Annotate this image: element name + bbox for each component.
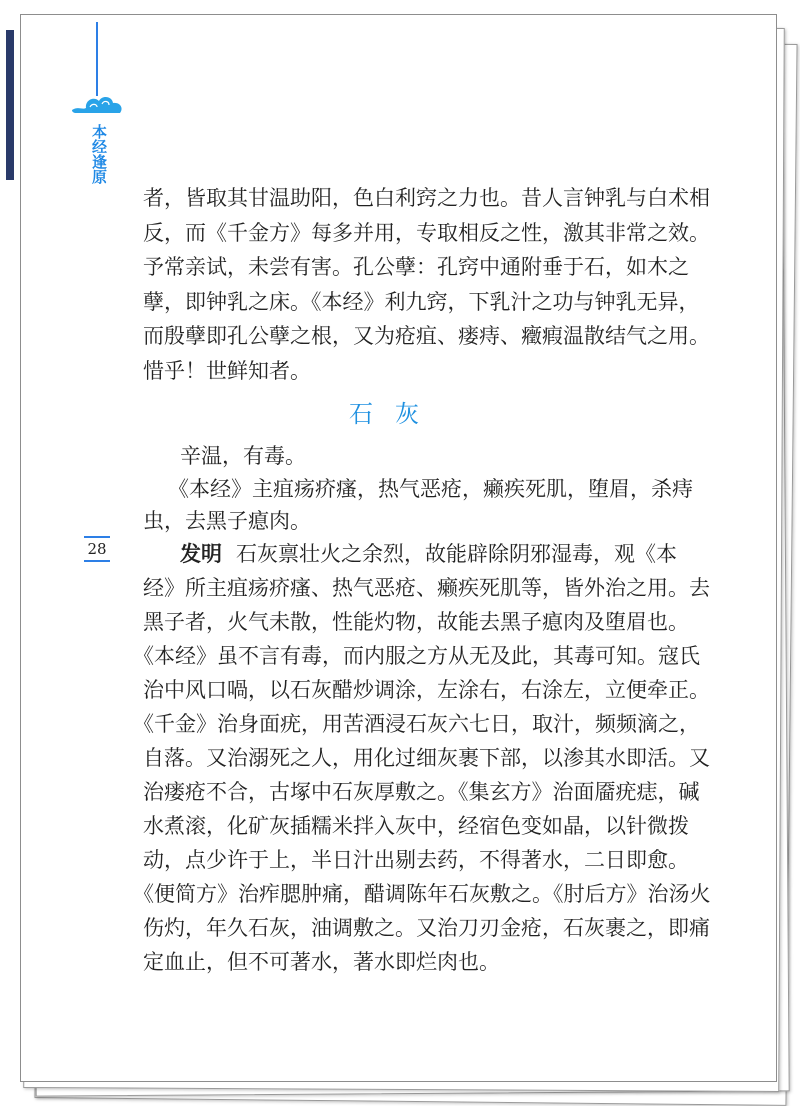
stacked-page-edge [6,30,14,180]
text-line: 《千金》治身面疣，用苦酒浸石灰六七日，取汁，频频滴之， [133,712,700,736]
running-head: 本经逢原 [90,124,108,184]
text-line: 伤灼，年久石灰，油调敷之。又治刀刃金疮，石灰裹之，即痛 [143,916,710,940]
text-line: 经》所主疽疡疥瘙、热气恶疮、癞疾死肌等，皆外治之用。去 [143,576,710,600]
faming-line [180,541,677,567]
text-line: 予常亲试，未尝有害。孔公孽：孔窍中通附垂于石，如木之 [143,255,689,280]
text-line: 水煮滚，化矿灰插糯米拌入灰中，经宿色变如晶，以针微拨 [143,814,689,838]
text-line: 动，点少许于上，半日汁出剔去药，不得著水，二日即愈。 [143,848,689,872]
section-title: 石灰 [349,400,441,428]
cloud-ornament-icon [70,92,124,116]
text-line: 孽，即钟乳之床。《本经》利九窍，下乳汁之功与钟乳无异， [143,289,700,314]
text-line: 黑子者，火气未散，性能灼物，故能去黑子瘜肉及堕眉也。 [143,610,689,634]
text-line: 反，而《千金方》每多并用，专取相反之性，激其非常之效。 [143,220,710,245]
text-line: 《便简方》治痄腮肿痛，醋调陈年石灰敷之。《肘后方》治汤火 [133,882,711,906]
faming-label: 发明 [180,541,222,566]
text-line: 而殷孽即孔公孽之根，又为疮疽、瘘痔、癥瘕温散结气之用。 [143,324,710,349]
decorative-line [96,22,98,96]
text-line: 定血止，但不可著水，著水即烂肉也。 [143,950,500,974]
text-line: 者，皆取其甘温助阳，色白利窍之力也。昔人言钟乳与白术相 [143,186,710,210]
page-number: 28 [84,536,110,562]
text-line: 《本经》主疽疡疥瘙，热气恶疮，癞疾死肌，堕眉，杀痔 [168,477,693,501]
text-line: 《本经》虽不言有毒，而内服之方从无及此，其毒可知。寇氏 [133,644,700,668]
text-line: 治中风口喎，以石灰醋炒调涂，左涂右，右涂左，立便牵正。 [143,678,710,702]
text: 石灰禀壮火之余烈，故能辟除阴邪湿毒，观《本 [236,542,677,566]
text-line: 自落。又治溺死之人，用化过细灰裹下部，以渗其水即活。又 [143,746,710,770]
text-line: 惜乎！世鲜知者。 [143,359,311,383]
nature-line: 辛温，有毒。 [180,444,306,468]
text-line: 虫，去黑子瘜肉。 [143,509,311,533]
text-line: 治瘘疮不合，古塚中石灰厚敷之。《集玄方》治面靥疣痣，碱 [143,780,700,804]
